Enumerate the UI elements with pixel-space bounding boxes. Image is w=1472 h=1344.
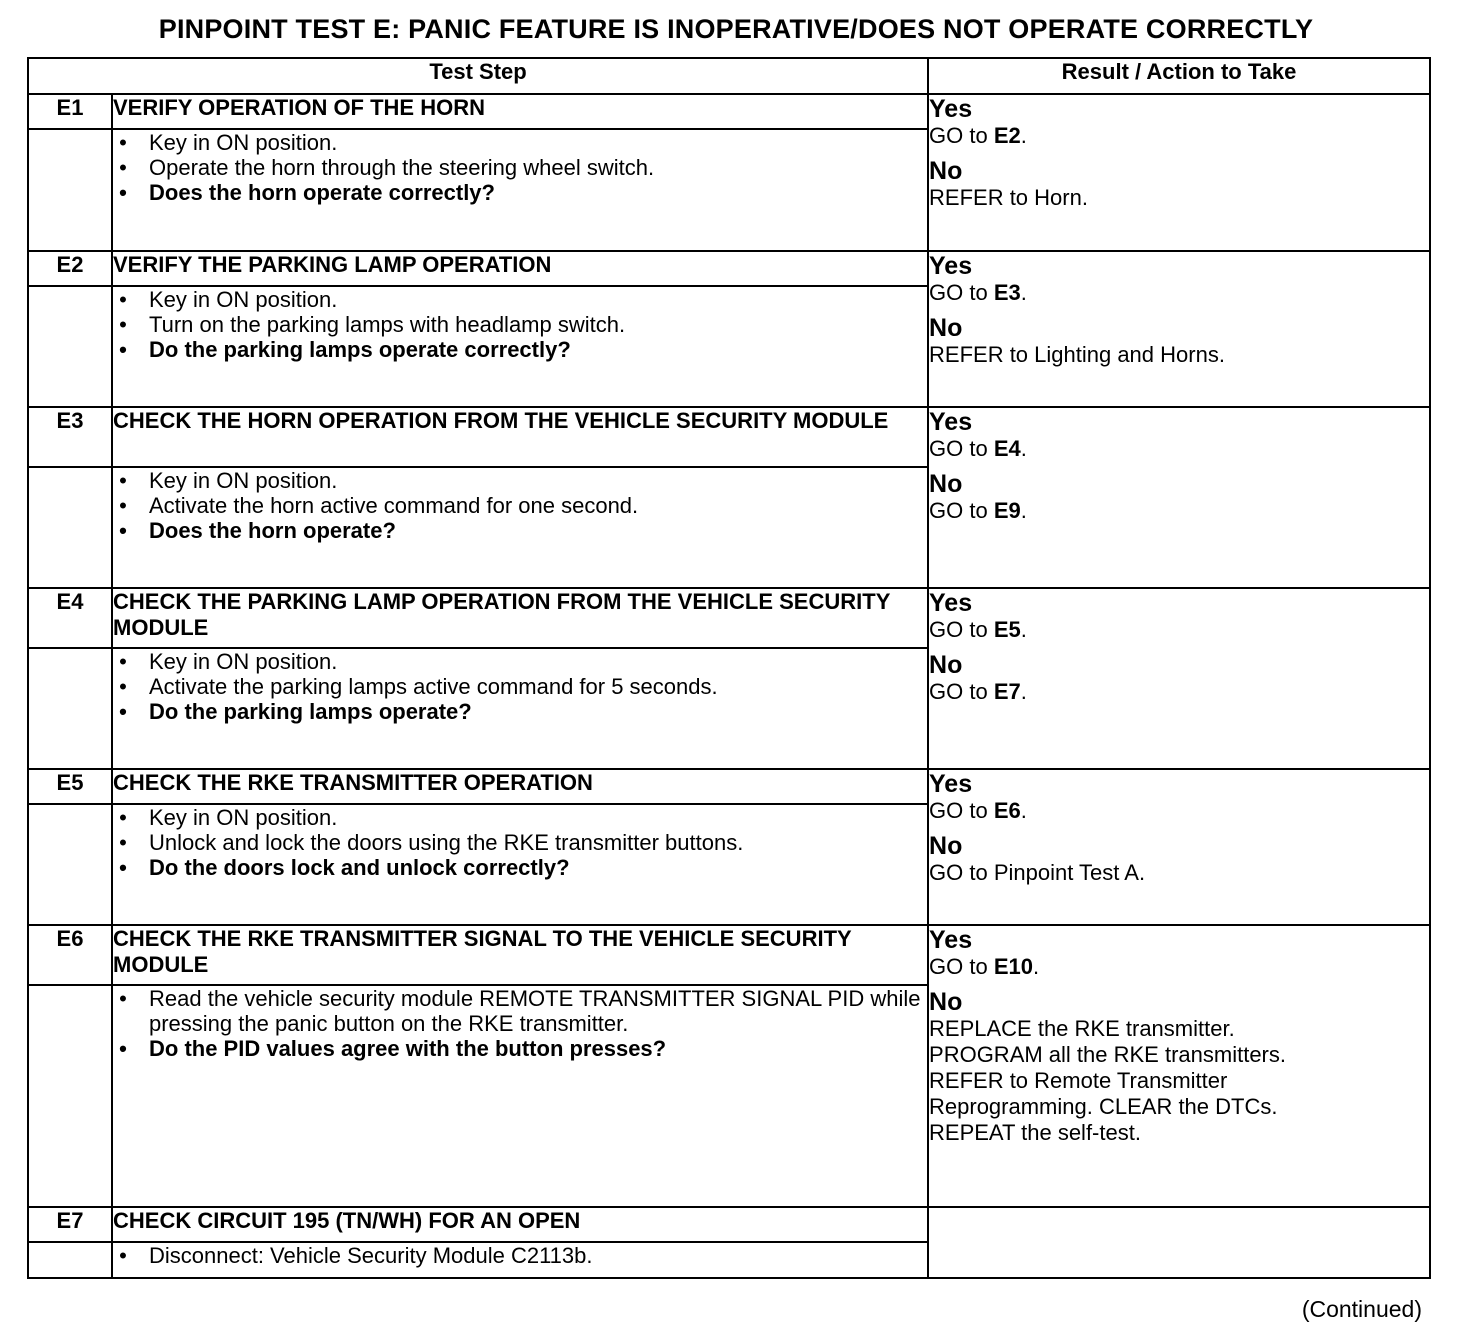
no-action-line: REFER to Remote Transmitter bbox=[929, 1068, 1228, 1093]
instruction-question bbox=[113, 180, 927, 205]
no-action-line: GO to Pinpoint Test A. bbox=[929, 860, 1146, 885]
test-step-header: Test Step bbox=[28, 58, 928, 94]
step-id-spacer bbox=[28, 985, 112, 1207]
page-title: PINPOINT TEST E: PANIC FEATURE IS INOPERATIVE/DOES NOT OPERATE CORRECTLY bbox=[158, 14, 1314, 44]
question-text: Do the PID values agree with the button presses? bbox=[149, 1036, 667, 1061]
result-gap bbox=[929, 306, 1429, 314]
instruction-list bbox=[113, 986, 927, 1061]
no-action-prefix: GO to bbox=[929, 498, 994, 523]
no-action-line: Reprogramming. CLEAR the DTCs. bbox=[929, 1094, 1278, 1119]
instruction-item bbox=[113, 312, 927, 337]
instruction-question bbox=[113, 1036, 927, 1061]
instruction-list bbox=[113, 130, 927, 205]
yes-action-prefix: GO to bbox=[929, 436, 994, 461]
table-header-row bbox=[28, 58, 1430, 94]
instruction-question bbox=[113, 699, 927, 724]
bullet-icon: • bbox=[119, 699, 127, 724]
yes-action-suffix: . bbox=[1032, 954, 1040, 979]
yes-action bbox=[929, 617, 1429, 643]
instruction-item bbox=[113, 674, 927, 699]
step-instructions bbox=[112, 1242, 928, 1278]
yes-action-suffix: . bbox=[1020, 123, 1027, 148]
no-label: No bbox=[929, 988, 963, 1016]
bullet-icon: • bbox=[119, 649, 127, 674]
bullet-icon: • bbox=[119, 312, 127, 337]
yes-action-prefix: GO to bbox=[929, 954, 994, 979]
step-result bbox=[928, 588, 1430, 769]
instruction-text: Key in ON position. bbox=[149, 130, 338, 155]
no-action-line: REFER to Lighting and Horns. bbox=[929, 342, 1225, 367]
step-result bbox=[928, 251, 1430, 407]
bullet-icon: • bbox=[119, 986, 127, 1011]
instruction-text: Key in ON position. bbox=[149, 649, 338, 674]
step-result bbox=[928, 925, 1430, 1207]
instruction-text: Read the vehicle security module REMOTE TRANSMITTER SIGNAL PID while pressing the panic button on the RKE transmitter. bbox=[149, 986, 921, 1036]
instruction-list bbox=[113, 287, 927, 362]
step-id-spacer bbox=[28, 467, 112, 588]
bullet-icon: • bbox=[119, 130, 127, 155]
step-title-row bbox=[28, 769, 1430, 804]
step-result bbox=[928, 407, 1430, 588]
no-action-prefix: GO to bbox=[929, 679, 994, 704]
instruction-item bbox=[113, 830, 927, 855]
step-id: E4 bbox=[28, 588, 112, 648]
no-action-suffix: . bbox=[1020, 679, 1027, 704]
step-title: VERIFY THE PARKING LAMP OPERATION bbox=[112, 251, 928, 286]
step-id-spacer bbox=[28, 286, 112, 407]
no-action bbox=[929, 498, 1429, 524]
bullet-icon: • bbox=[119, 518, 127, 543]
yes-target-step: E5 bbox=[993, 617, 1021, 642]
step-title: CHECK CIRCUIT 195 (TN/WH) FOR AN OPEN bbox=[112, 1207, 928, 1242]
yes-label: Yes bbox=[929, 770, 973, 798]
step-instructions bbox=[112, 985, 928, 1207]
question-text: Do the parking lamps operate? bbox=[149, 699, 472, 724]
result-gap bbox=[929, 462, 1429, 470]
step-result bbox=[928, 94, 1430, 251]
step-title: CHECK THE HORN OPERATION FROM THE VEHICLE SECURITY MODULE bbox=[112, 407, 928, 467]
bullet-icon: • bbox=[119, 180, 127, 205]
instruction-question bbox=[113, 337, 927, 362]
step-instructions bbox=[112, 129, 928, 251]
bullet-icon: • bbox=[119, 155, 127, 180]
no-action-line: REPEAT the self-test. bbox=[929, 1120, 1141, 1145]
yes-action-prefix: GO to bbox=[929, 280, 994, 305]
instruction-list bbox=[113, 805, 927, 880]
no-action-line: REPLACE the RKE transmitter. bbox=[929, 1016, 1235, 1041]
step-title: CHECK THE PARKING LAMP OPERATION FROM THE VEHICLE SECURITY MODULE bbox=[112, 588, 928, 648]
yes-action-prefix: GO to bbox=[929, 123, 994, 148]
question-text: Does the horn operate correctly? bbox=[149, 180, 495, 205]
steps-body bbox=[28, 94, 1430, 1278]
continued-note: (Continued) bbox=[1301, 1296, 1422, 1322]
step-id: E3 bbox=[28, 407, 112, 467]
instruction-item bbox=[113, 130, 927, 155]
instruction-text: Key in ON position. bbox=[149, 468, 338, 493]
instruction-item bbox=[113, 649, 927, 674]
instruction-text: Activate the parking lamps active command for 5 seconds. bbox=[149, 674, 718, 699]
instruction-item bbox=[113, 468, 927, 493]
step-title: CHECK THE RKE TRANSMITTER SIGNAL TO THE VEHICLE SECURITY MODULE bbox=[112, 925, 928, 985]
yes-action-suffix: . bbox=[1020, 280, 1027, 305]
step-instructions bbox=[112, 804, 928, 925]
instruction-question bbox=[113, 855, 927, 880]
step-title-row bbox=[28, 94, 1430, 129]
instruction-text: Disconnect: Vehicle Security Module C2113b. bbox=[149, 1243, 593, 1268]
step-title-row bbox=[28, 925, 1430, 985]
instruction-text: Turn on the parking lamps with headlamp switch. bbox=[149, 312, 626, 337]
instruction-list bbox=[113, 649, 927, 724]
step-id: E1 bbox=[28, 94, 112, 129]
result-gap bbox=[929, 643, 1429, 651]
question-text: Do the parking lamps operate correctly? bbox=[149, 337, 571, 362]
yes-label: Yes bbox=[929, 252, 973, 280]
instruction-item bbox=[113, 805, 927, 830]
yes-label: Yes bbox=[929, 95, 973, 123]
step-id-spacer bbox=[28, 1242, 112, 1278]
bullet-icon: • bbox=[119, 493, 127, 518]
yes-action-suffix: . bbox=[1020, 436, 1027, 461]
no-label: No bbox=[929, 157, 963, 185]
instruction-item bbox=[113, 1243, 927, 1268]
no-action-suffix: . bbox=[1020, 498, 1027, 523]
yes-target-step: E3 bbox=[993, 280, 1021, 305]
instruction-item bbox=[113, 287, 927, 312]
no-label: No bbox=[929, 314, 963, 342]
step-id-spacer bbox=[28, 129, 112, 251]
instruction-item bbox=[113, 493, 927, 518]
bullet-icon: • bbox=[119, 287, 127, 312]
instruction-text: Activate the horn active command for one second. bbox=[149, 493, 639, 518]
no-target-step: E7 bbox=[993, 679, 1021, 704]
instruction-list bbox=[113, 468, 927, 543]
instruction-list bbox=[113, 1243, 927, 1268]
question-text: Does the horn operate? bbox=[149, 518, 396, 543]
step-title-row bbox=[28, 407, 1430, 467]
step-id: E7 bbox=[28, 1207, 112, 1242]
no-action bbox=[929, 679, 1429, 705]
step-title-row bbox=[28, 588, 1430, 648]
yes-action-suffix: . bbox=[1020, 617, 1027, 642]
bullet-icon: • bbox=[119, 468, 127, 493]
yes-action-prefix: GO to bbox=[929, 617, 994, 642]
step-result bbox=[928, 1207, 1430, 1278]
yes-target-step: E10 bbox=[993, 954, 1033, 979]
step-id-spacer bbox=[28, 648, 112, 769]
no-label: No bbox=[929, 832, 963, 860]
step-instructions bbox=[112, 648, 928, 769]
yes-label: Yes bbox=[929, 589, 973, 617]
step-instructions bbox=[112, 286, 928, 407]
instruction-text: Operate the horn through the steering wheel switch. bbox=[149, 155, 655, 180]
step-id: E6 bbox=[28, 925, 112, 985]
step-result bbox=[928, 769, 1430, 925]
instruction-item bbox=[113, 986, 927, 1036]
no-action-line: REFER to Horn. bbox=[929, 185, 1088, 210]
step-id-spacer bbox=[28, 804, 112, 925]
bullet-icon: • bbox=[119, 337, 127, 362]
bullet-icon: • bbox=[119, 855, 127, 880]
yes-action bbox=[929, 436, 1429, 462]
yes-target-step: E4 bbox=[993, 436, 1021, 461]
yes-action bbox=[929, 280, 1429, 306]
yes-action bbox=[929, 798, 1429, 824]
bullet-icon: • bbox=[119, 674, 127, 699]
instruction-text: Unlock and lock the doors using the RKE transmitter buttons. bbox=[149, 830, 744, 855]
yes-target-step: E6 bbox=[993, 798, 1021, 823]
step-instructions bbox=[112, 467, 928, 588]
step-id: E2 bbox=[28, 251, 112, 286]
instruction-item bbox=[113, 155, 927, 180]
bullet-icon: • bbox=[119, 805, 127, 830]
yes-label: Yes bbox=[929, 926, 973, 954]
result-gap bbox=[929, 149, 1429, 157]
instruction-question bbox=[113, 518, 927, 543]
instruction-text: Key in ON position. bbox=[149, 805, 338, 830]
no-target-step: E9 bbox=[993, 498, 1021, 523]
step-title: VERIFY OPERATION OF THE HORN bbox=[112, 94, 928, 129]
bullet-icon: • bbox=[119, 830, 127, 855]
step-title-row bbox=[28, 251, 1430, 286]
yes-label: Yes bbox=[929, 408, 973, 436]
no-action-line: PROGRAM all the RKE transmitters. bbox=[929, 1042, 1286, 1067]
step-id: E5 bbox=[28, 769, 112, 804]
no-label: No bbox=[929, 470, 963, 498]
step-title-row bbox=[28, 1207, 1430, 1242]
result-gap bbox=[929, 980, 1429, 988]
yes-action bbox=[929, 954, 1429, 980]
yes-action bbox=[929, 123, 1429, 149]
question-text: Do the doors lock and unlock correctly? bbox=[149, 855, 570, 880]
yes-action-prefix: GO to bbox=[929, 798, 994, 823]
yes-action-suffix: . bbox=[1020, 798, 1027, 823]
no-label: No bbox=[929, 651, 963, 679]
yes-target-step: E2 bbox=[993, 123, 1021, 148]
result-header: Result / Action to Take bbox=[928, 58, 1430, 94]
step-title: CHECK THE RKE TRANSMITTER OPERATION bbox=[112, 769, 928, 804]
result-gap bbox=[929, 824, 1429, 832]
pinpoint-test-table bbox=[27, 57, 1431, 1279]
bullet-icon: • bbox=[119, 1036, 127, 1061]
bullet-icon: • bbox=[119, 1243, 127, 1268]
instruction-text: Key in ON position. bbox=[149, 287, 338, 312]
